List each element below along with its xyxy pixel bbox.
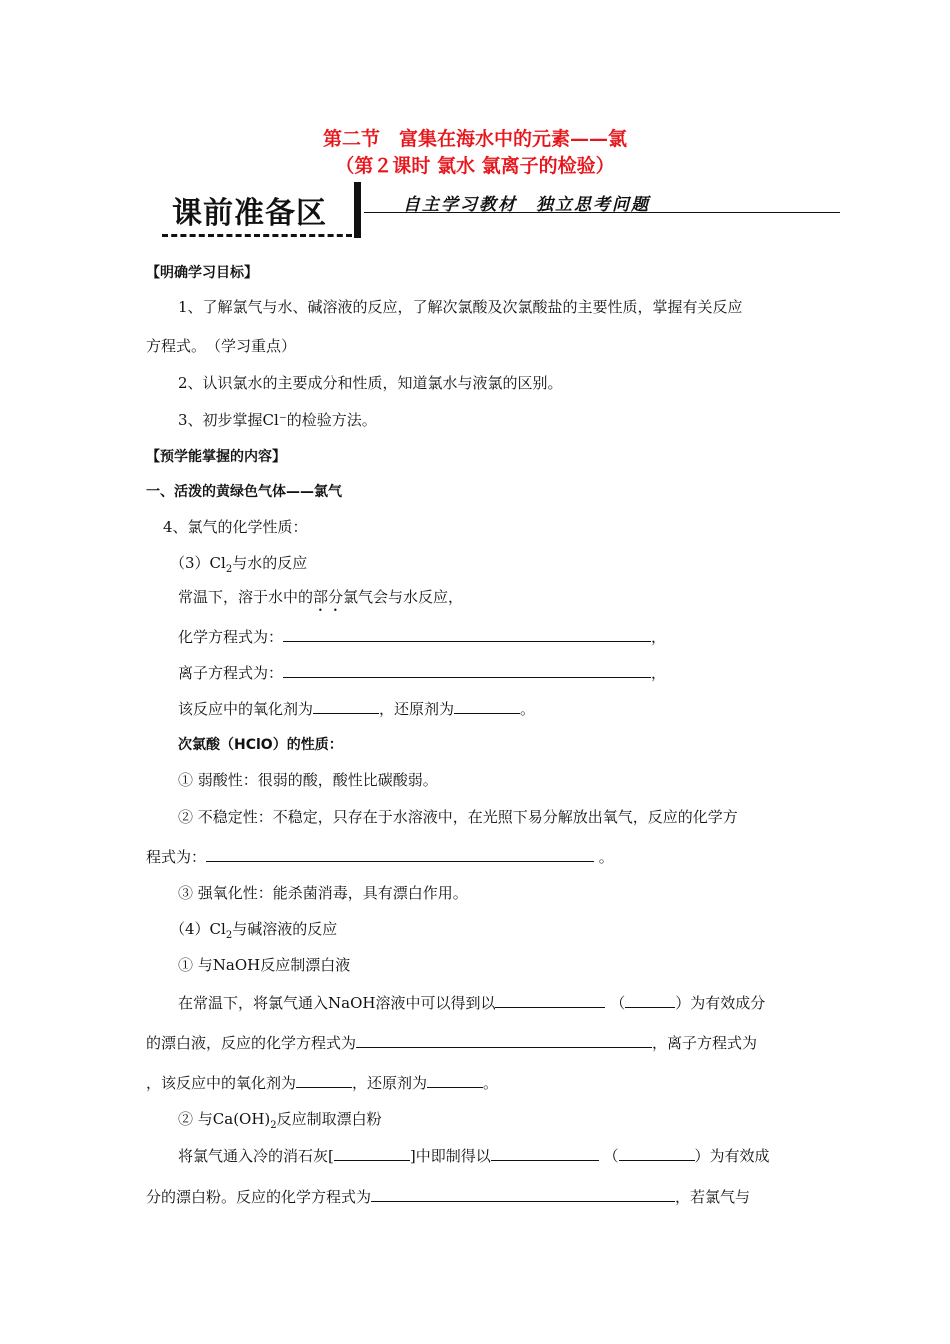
page-title: 第二节 富集在海水中的元素——氯 xyxy=(322,128,627,150)
ion-eq-line: 离子方程式为： ， xyxy=(178,664,667,682)
caoh-title: ② 与$Ca(OH)_2$反应制取漂白粉 xyxy=(178,1110,382,1131)
naoh-blank-2[interactable] xyxy=(625,993,675,1008)
naoh-blank-3[interactable] xyxy=(356,1033,652,1048)
item-4b-title: $(4)Cl_2$与碱溶液的反应 xyxy=(170,920,338,941)
naoh-title: ① 与NaOH反应制漂白液 xyxy=(178,956,351,974)
goal-1b: 方程式。 （学习重点） xyxy=(146,337,297,355)
banner-title: 课前准备区 xyxy=(172,196,327,231)
goals-heading: 【明确学习目标】 xyxy=(146,265,258,281)
naoh-line-2: 的漂白液，反应的化学方程式为 ，离子方程式为 xyxy=(146,1034,758,1052)
naoh-blank-5[interactable] xyxy=(427,1073,483,1088)
oxidizer-line: 该反应中的氧化剂为 ，还原剂为 。 xyxy=(178,700,536,718)
goal-1a: 1、了解氯气与水、碱溶液的反应，了解次氯酸及次氯酸盐的主要性质，掌握有关反应 xyxy=(178,298,743,316)
banner-motto: 自主学习教材 独立思考问题 xyxy=(403,195,650,215)
goal-3: 3、初步掌握Cl⁻的检验方法。 xyxy=(178,411,377,429)
naoh-line-3: ，该反应中的氧化剂为 ，还原剂为 。 xyxy=(146,1074,499,1092)
naoh-blank-4[interactable] xyxy=(296,1073,352,1088)
page-subtitle: （第２课时 氯水 氯离子的检验） xyxy=(335,155,615,177)
caoh-blank-3[interactable] xyxy=(619,1146,695,1161)
normal-temp-text: 常温下，溶于水中的部分氯气会与水反应， xyxy=(178,588,464,606)
ion-eq-blank[interactable] xyxy=(283,663,651,678)
item-3-title: $(3)Cl_2$与水的反应 xyxy=(170,554,308,575)
goal-2: 2、认识氯水的主要成分和性质，知道氯水与液氯的区别。 xyxy=(178,374,563,392)
caoh-line-2: 分的漂白粉。反应的化学方程式为 ，若氯气与 xyxy=(146,1188,751,1206)
chlorine-heading: 一、活泼的黄绿色气体——氯气 xyxy=(146,484,342,500)
hclo-weak-acid: ① 弱酸性：很弱的酸，酸性比碳酸弱。 xyxy=(178,771,438,789)
naoh-blank-1[interactable] xyxy=(495,993,605,1008)
preview-heading: 【预学能掌握的内容】 xyxy=(146,449,286,465)
chem-eq-line: 化学方程式为： ， xyxy=(178,628,667,646)
caoh-blank-2[interactable] xyxy=(491,1146,599,1161)
hclo-heading: 次氯酸（HClO）的性质： xyxy=(178,737,343,753)
banner-divider-bar xyxy=(354,182,361,238)
chem-eq-blank[interactable] xyxy=(283,627,651,642)
hclo-oxidizing: ③ 强氧化性：能杀菌消毒，具有漂白作用。 xyxy=(178,884,468,902)
hclo-unstable-b: 程式为： 。 xyxy=(146,848,614,866)
section-banner xyxy=(162,184,352,232)
naoh-line-1: 在常温下，将氯气通入NaOH溶液中可以得到以 （ ）为有效成分 xyxy=(178,994,766,1012)
banner-rule xyxy=(364,212,840,213)
caoh-line-1: 将氯气通入冷的消石灰[ ]中即制得以 （ ）为有效成 xyxy=(178,1147,770,1165)
banner-dashed-rule xyxy=(162,234,352,237)
hclo-unstable-a: ② 不稳定性：不稳定，只存在于水溶液中，在光照下易分解放出氧气，反应的化学方 xyxy=(178,808,738,826)
caoh-blank-4[interactable] xyxy=(371,1187,675,1202)
caoh-blank-1[interactable] xyxy=(334,1146,410,1161)
item-4: 4、氯气的化学性质： xyxy=(163,518,308,536)
oxidizer-blank[interactable] xyxy=(313,699,379,714)
hclo-decomp-blank[interactable] xyxy=(206,847,594,862)
reducer-blank[interactable] xyxy=(454,699,520,714)
